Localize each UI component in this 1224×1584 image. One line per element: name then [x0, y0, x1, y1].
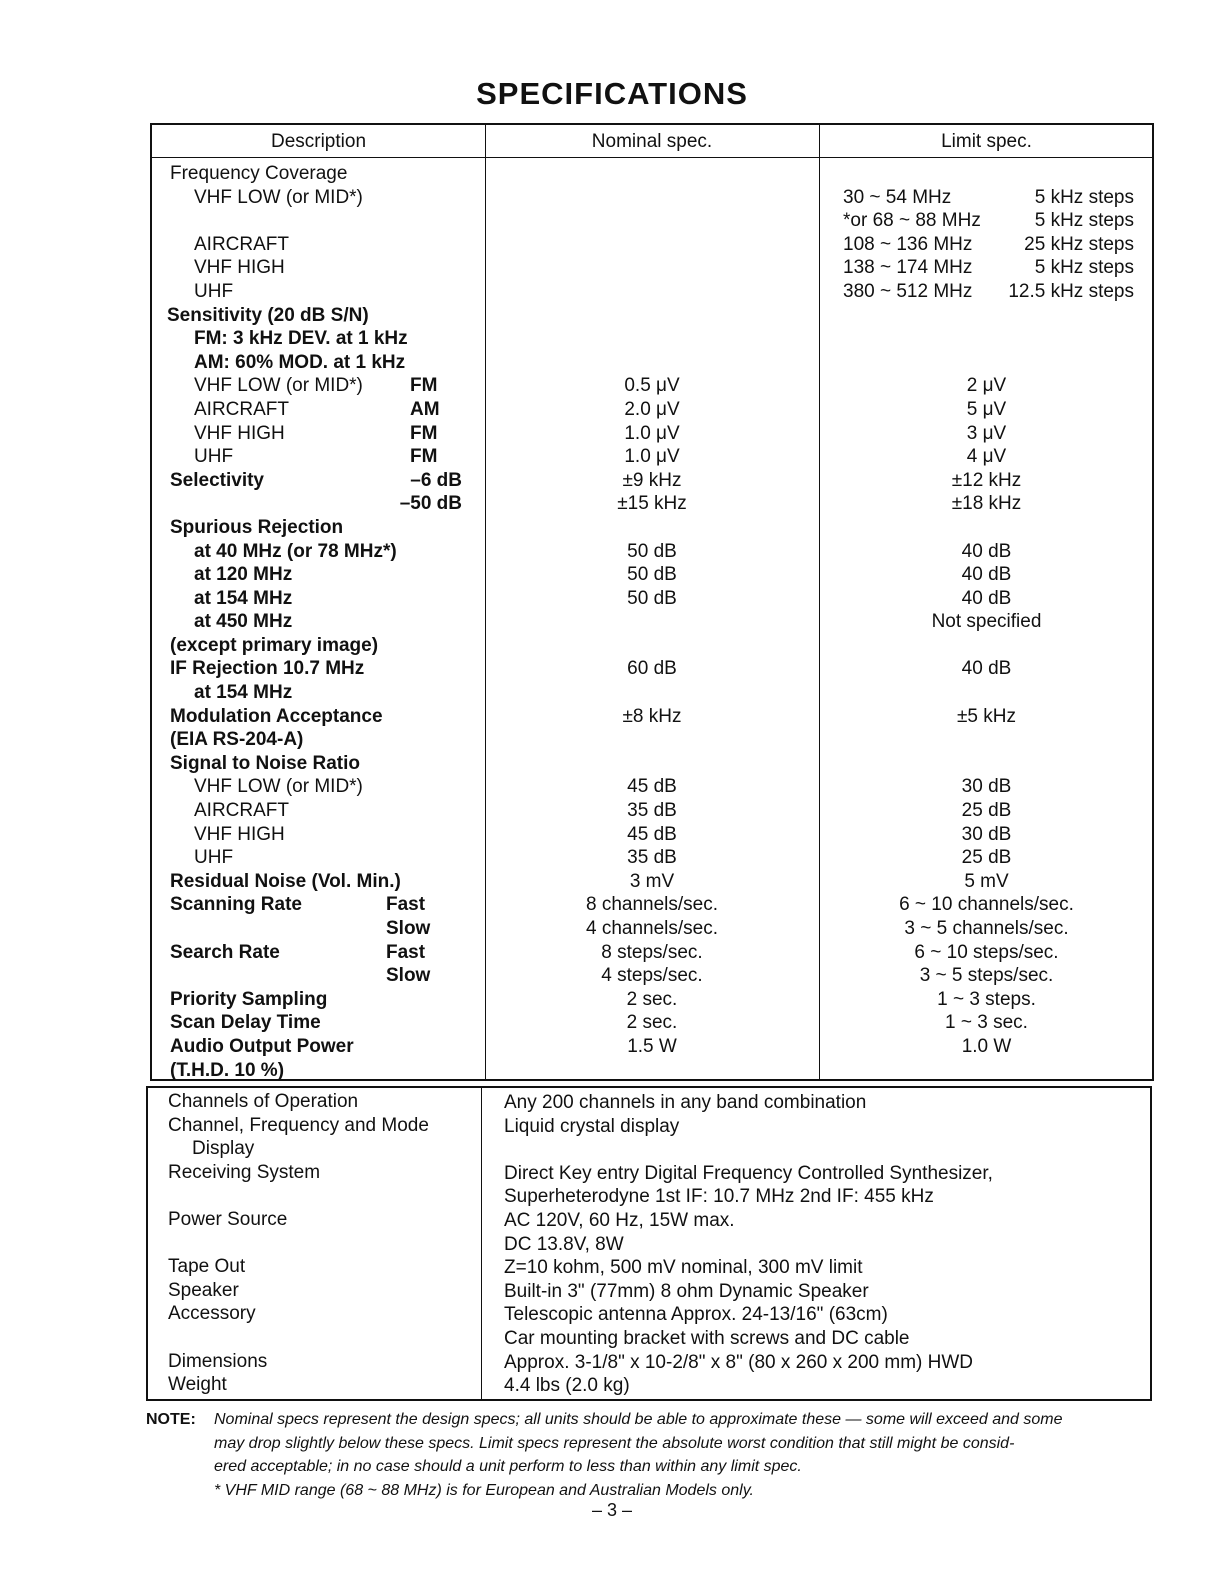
- nominal-value: ±9 kHz: [622, 469, 682, 491]
- spec-mode: AM: [410, 398, 440, 420]
- spec-mode: FM: [410, 375, 438, 397]
- general-value: Z=10 kohm, 500 mV nominal, 300 mV limit: [504, 1257, 863, 1279]
- spec-label: at 450 MHz: [194, 611, 293, 633]
- general-label: Weight: [168, 1374, 227, 1396]
- spec-speed: Fast: [386, 941, 426, 963]
- column-divider: [481, 1088, 482, 1399]
- general-value: DC 13.8V, 8W: [504, 1233, 624, 1255]
- note-line: ered acceptable; in no case should a unit perform to less than within any limit spec.: [214, 1458, 802, 1475]
- spec-heading: IF Rejection 10.7 MHz: [170, 658, 365, 680]
- spec-heading: Audio Output Power: [170, 1035, 354, 1057]
- general-label: Tape Out: [168, 1256, 246, 1278]
- spec-note: (EIA RS-204-A): [170, 729, 304, 751]
- spec-label: VHF LOW (or MID*): [194, 186, 363, 208]
- spec-note: AM: 60% MOD. at 1 kHz: [194, 351, 406, 373]
- limit-value: 30 ~ 54 MHz: [843, 186, 952, 208]
- limit-value: 30 dB: [961, 776, 1012, 798]
- nominal-value: 2.0 μV: [624, 398, 680, 420]
- spec-heading: Residual Noise (Vol. Min.): [170, 870, 401, 892]
- nominal-value: 3 mV: [629, 870, 675, 892]
- general-value: Car mounting bracket with screws and DC cable: [504, 1327, 910, 1349]
- limit-value: 3 μV: [966, 422, 1007, 444]
- limit-value: 108 ~ 136 MHz: [843, 233, 973, 255]
- limit-value: ±12 kHz: [951, 469, 1022, 491]
- spec-note: (T.H.D. 10 %): [170, 1059, 285, 1081]
- spec-label: at 40 MHz (or 78 MHz*): [194, 540, 397, 562]
- limit-value: ±5 kHz: [957, 705, 1016, 727]
- limit-column: [819, 162, 1154, 1059]
- nominal-value: 2 sec.: [626, 1012, 678, 1034]
- limit-steps: 5 kHz steps: [1034, 257, 1134, 279]
- note-line: Nominal specs represent the design specs; all units should be able to approximate these — some will exceed and some: [214, 1411, 1063, 1428]
- limit-steps: 12.5 kHz steps: [1008, 280, 1134, 302]
- limit-value: 1 ~ 3 steps.: [937, 988, 1036, 1010]
- limit-value: 4 μV: [966, 446, 1007, 468]
- general-label: Channel, Frequency and Mode: [168, 1114, 429, 1136]
- nominal-column: [485, 162, 819, 1059]
- nominal-value: 45 dB: [627, 823, 677, 845]
- general-label: Power Source: [168, 1208, 288, 1230]
- spec-note: FM: 3 kHz DEV. at 1 kHz: [194, 328, 408, 350]
- general-label: Receiving System: [168, 1161, 321, 1183]
- page-title: SPECIFICATIONS: [476, 76, 748, 111]
- spec-heading: Scan Delay Time: [170, 1012, 321, 1034]
- nominal-value: 50 dB: [627, 540, 677, 562]
- spec-heading: Priority Sampling: [170, 988, 328, 1010]
- nominal-value: 50 dB: [627, 564, 677, 586]
- general-value: Built-in 3" (77mm) 8 ohm Dynamic Speaker: [504, 1280, 869, 1302]
- nominal-value: 45 dB: [627, 776, 677, 798]
- limit-value: 40 dB: [961, 564, 1012, 586]
- limit-value: 138 ~ 174 MHz: [843, 257, 973, 279]
- general-value-column: [504, 1091, 1144, 1398]
- spec-label: at 154 MHz: [194, 587, 293, 609]
- general-label-column: [168, 1090, 478, 1397]
- spec-level: –50 dB: [399, 493, 462, 515]
- spec-label: AIRCRAFT: [194, 233, 289, 255]
- nominal-value: 50 dB: [627, 587, 677, 609]
- spec-heading: Sensitivity (20 dB S/N): [167, 304, 369, 326]
- footnote: * VHF MID range (68 ~ 88 MHz) is for European and Australian Models only.: [214, 1481, 754, 1499]
- spec-heading: Signal to Noise Ratio: [170, 752, 361, 774]
- nominal-value: 1.0 μV: [624, 446, 680, 468]
- spec-heading: Frequency Coverage: [170, 163, 348, 184]
- header-divider: [152, 157, 1152, 158]
- spec-speed: Fast: [386, 894, 426, 916]
- nominal-value: ±8 kHz: [622, 705, 682, 727]
- nominal-value: 2 sec.: [626, 988, 678, 1010]
- nominal-value: 0.5 μV: [624, 375, 680, 397]
- nominal-value: ±15 kHz: [617, 493, 687, 515]
- limit-value: 40 dB: [961, 587, 1012, 609]
- limit-value: 5 μV: [966, 398, 1007, 420]
- note-line: may drop slightly below these specs. Limit specs represent the absolute worst condition that still might be consid-: [214, 1434, 1015, 1452]
- limit-value: 40 dB: [961, 540, 1012, 562]
- spec-label: AIRCRAFT: [194, 800, 289, 822]
- header-description: Description: [270, 131, 367, 152]
- limit-value: 6 ~ 10 steps/sec.: [914, 941, 1059, 963]
- nominal-value: 4 steps/sec.: [601, 965, 703, 987]
- general-value: Superheterodyne 1st IF: 10.7 MHz 2nd IF: 455 kHz: [504, 1186, 934, 1208]
- general-value: Direct Key entry Digital Frequency Controlled Synthesizer,: [504, 1162, 993, 1184]
- nominal-value: 1.0 μV: [624, 422, 680, 444]
- general-value: Telescopic antenna Approx. 24-13/16" (63cm): [504, 1304, 888, 1326]
- limit-steps: 25 kHz steps: [1024, 233, 1134, 255]
- note-label: NOTE:: [146, 1411, 196, 1428]
- nominal-value: 35 dB: [627, 847, 677, 869]
- nominal-value: 60 dB: [627, 658, 677, 680]
- nominal-value: 8 steps/sec.: [601, 941, 703, 963]
- spec-heading: Modulation Acceptance: [170, 705, 383, 727]
- spec-label: at 154 MHz: [194, 682, 293, 704]
- spec-note: (except primary image): [170, 634, 379, 656]
- spec-label: at 120 MHz: [194, 564, 293, 586]
- note-block: [146, 1408, 1156, 1502]
- spec-mode: FM: [410, 422, 438, 444]
- limit-value: 3 ~ 5 channels/sec.: [904, 918, 1069, 939]
- limit-value: 25 dB: [961, 800, 1012, 822]
- spec-label: UHF: [194, 280, 234, 302]
- general-specifications-table: [146, 1086, 1152, 1401]
- spec-heading: Search Rate: [170, 941, 280, 963]
- limit-value: 40 dB: [961, 658, 1012, 680]
- spec-level: –6 dB: [410, 469, 462, 491]
- general-label: Channels of Operation: [168, 1091, 359, 1112]
- spec-speed: Slow: [386, 918, 431, 939]
- limit-value: 380 ~ 512 MHz: [843, 280, 973, 302]
- nominal-value: [485, 610, 819, 634]
- description-column: [167, 162, 482, 1082]
- header-limit: Limit spec.: [941, 131, 1032, 152]
- spec-label: [170, 209, 482, 233]
- header-nominal: Nominal spec.: [591, 131, 713, 152]
- spec-label: VHF LOW (or MID*): [194, 375, 363, 397]
- nominal-value: 4 channels/sec.: [585, 918, 719, 939]
- spec-mode: FM: [410, 446, 438, 468]
- general-value: 4.4 lbs (2.0 kg): [504, 1375, 630, 1397]
- general-label: Dimensions: [168, 1350, 268, 1372]
- specifications-table: [150, 123, 1154, 1081]
- nominal-value: 8 channels/sec.: [585, 894, 719, 916]
- limit-value: 25 dB: [961, 847, 1012, 869]
- nominal-value: 1.5 W: [627, 1035, 677, 1057]
- spec-heading: Spurious Rejection: [170, 516, 344, 538]
- limit-value: 2 μV: [966, 375, 1007, 397]
- general-value: Any 200 channels in any band combination: [504, 1092, 867, 1113]
- spec-label: VHF HIGH: [194, 422, 285, 444]
- limit-value: 3 ~ 5 steps/sec.: [919, 965, 1054, 987]
- spec-label: VHF LOW (or MID*): [194, 776, 363, 798]
- general-label: Display: [192, 1138, 255, 1160]
- spec-heading: Scanning Rate: [170, 894, 302, 916]
- general-value: AC 120V, 60 Hz, 15W max.: [504, 1209, 735, 1231]
- spec-label: VHF HIGH: [194, 823, 285, 845]
- general-value: Liquid crystal display: [504, 1115, 680, 1137]
- limit-value: 6 ~ 10 channels/sec.: [899, 894, 1074, 916]
- spec-label: UHF: [194, 847, 234, 869]
- spec-speed: Slow: [386, 965, 431, 987]
- limit-value: ±18 kHz: [951, 493, 1022, 515]
- spec-label: VHF HIGH: [194, 257, 285, 279]
- limit-value: Not specified: [931, 611, 1042, 633]
- nominal-value: 35 dB: [627, 800, 677, 822]
- spec-label: AIRCRAFT: [194, 398, 289, 420]
- spec-label: UHF: [194, 446, 234, 468]
- limit-value: 30 dB: [961, 823, 1012, 845]
- general-label: Accessory: [168, 1303, 256, 1325]
- limit-steps: 5 kHz steps: [1034, 210, 1134, 232]
- spec-heading: Selectivity: [170, 469, 264, 491]
- limit-value: 5 mV: [964, 870, 1009, 892]
- general-value: Approx. 3-1/8" x 10-2/8" x 8" (80 x 260 x 200 mm) HWD: [504, 1351, 974, 1373]
- limit-value: 1 ~ 3 sec.: [945, 1012, 1028, 1034]
- page-number: – 3 –: [591, 1500, 633, 1520]
- limit-value: 1.0 W: [961, 1035, 1012, 1057]
- limit-value: *or 68 ~ 88 MHz: [843, 210, 981, 232]
- limit-steps: 5 kHz steps: [1034, 186, 1134, 208]
- general-label: Speaker: [168, 1279, 239, 1301]
